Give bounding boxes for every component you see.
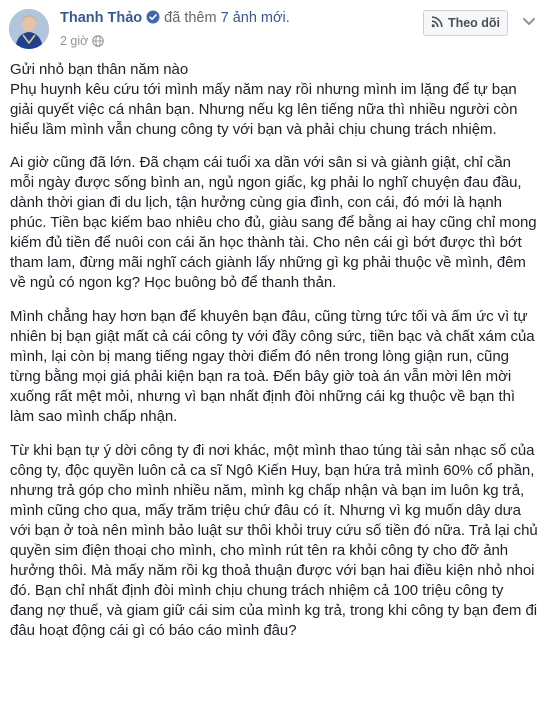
post-timestamp[interactable]: 2 giờ — [60, 34, 89, 48]
avatar-image — [9, 9, 49, 49]
post-action-link[interactable]: 7 ảnh mới. — [220, 10, 290, 26]
chevron-down-icon — [523, 13, 535, 31]
follow-button[interactable] — [423, 10, 508, 36]
post-meta — [60, 34, 104, 50]
globe-icon — [92, 35, 104, 50]
post-header — [0, 0, 545, 60]
follow-button-label: Theo dõi — [447, 16, 501, 30]
post-body — [10, 60, 538, 655]
verified-badge-icon — [146, 10, 160, 28]
author-name[interactable]: Thanh Thảo — [60, 10, 143, 26]
author-avatar[interactable] — [9, 9, 49, 49]
rss-follow-icon — [431, 16, 443, 31]
author-line — [60, 10, 290, 30]
post-paragraph-4: Từ khi bạn tự ý dời công ty đi nơi khác, một mình thao túng tài sản nhạc số của công ty, độc quyền luôn cả ca sĩ Ngô Kiến Huy, bạn hứa trả mình 60% cổ phần, nhưng trả góp cho mình nhiều năm, mình kg chấp nhận và bạn im luôn kg trả, mình cũng cho qua, mấy trăm triệu chứ đâu có ít. Nhưng vì kg muốn dây dưa với bạn ở toà nên mình bảo luật sư thôi khỏi truy cứu số tiền đó nữa. Trả lại chủ quyền sim điện thoại cho mình, cho mình rút tên ra khỏi công ty cho đỡ ảnh hưởng thôi. Mà mấy năm rồi kg thoả thuận được với bạn hai điều kiện nhỏ nhoi đó. Bạn chỉ nhất định đòi mình chịu chung trách nhiệm cả 100 triệu công ty đang nợ thuế, và giam giữ cái sim của mình kg trả, trong khi công ty bạn đem đi đâu hoạt động cái gì có báo cáo mình đâu? — [10, 442, 538, 639]
post-options-button[interactable] — [519, 12, 539, 32]
post-paragraph-1: Gửi nhỏ bạn thân năm nào Phụ huynh kêu cứu tới mình mấy năm nay rồi nhưng mình im lặng để tự bạn giải quyết việc cá nhân bạn. Nhưng nếu kg lên tiếng nữa thì nhiều người còn hiểu lầm mình vẫn chung công ty với bạn và phải chịu chung trách nhiệm. — [10, 61, 518, 138]
post-paragraph-3: Mình chẳng hay hơn bạn để khuyên bạn đâu, cũng từng tức tối và ấm ức vì tự nhiên bị bạn giật mất cả cái công ty với đầy công sức, tiền bạc và chất xám của mình, lại còn bị mang tiếng ngay thời điểm đó nên trong lòng giận run, cũng từng bằng mọi giá phải kiện bạn ra toà. Đến bây giờ toà án vẫn mời lên mời xuống rất mệt mỏi, nhưng vì bạn nhất định đòi những cái kg thuộc về bạn thì làm sao mình chấp nhận. — [10, 308, 535, 425]
post-paragraph-2: Ai giờ cũng đã lớn. Đã chạm cái tuổi xa dần với sân si và giành giật, chỉ cần mỗi ngày được sống bình an, ngủ ngon giấc, kg phải lo nghĩ chuyện đau đầu, dành thời gian đi du lịch, tận hưởng cùng gia đình, con cái, đó mới là hạnh phúc. Tiền bạc kiếm bao nhiêu cho đủ, giàu sang để bằng ai hay cũng chỉ mong kiếm đủ tiền để nuôi con cái ăn học thành tài. Cho nên cái gì bớt được thì bớt tham lam, đừng mãi nghĩ cách giành lấy những gì kg phải thuộc về mình, đêm về ngủ có ngon kg? Học buông bỏ để thanh thản. — [10, 154, 537, 291]
post-action-text: đã thêm — [164, 10, 217, 26]
